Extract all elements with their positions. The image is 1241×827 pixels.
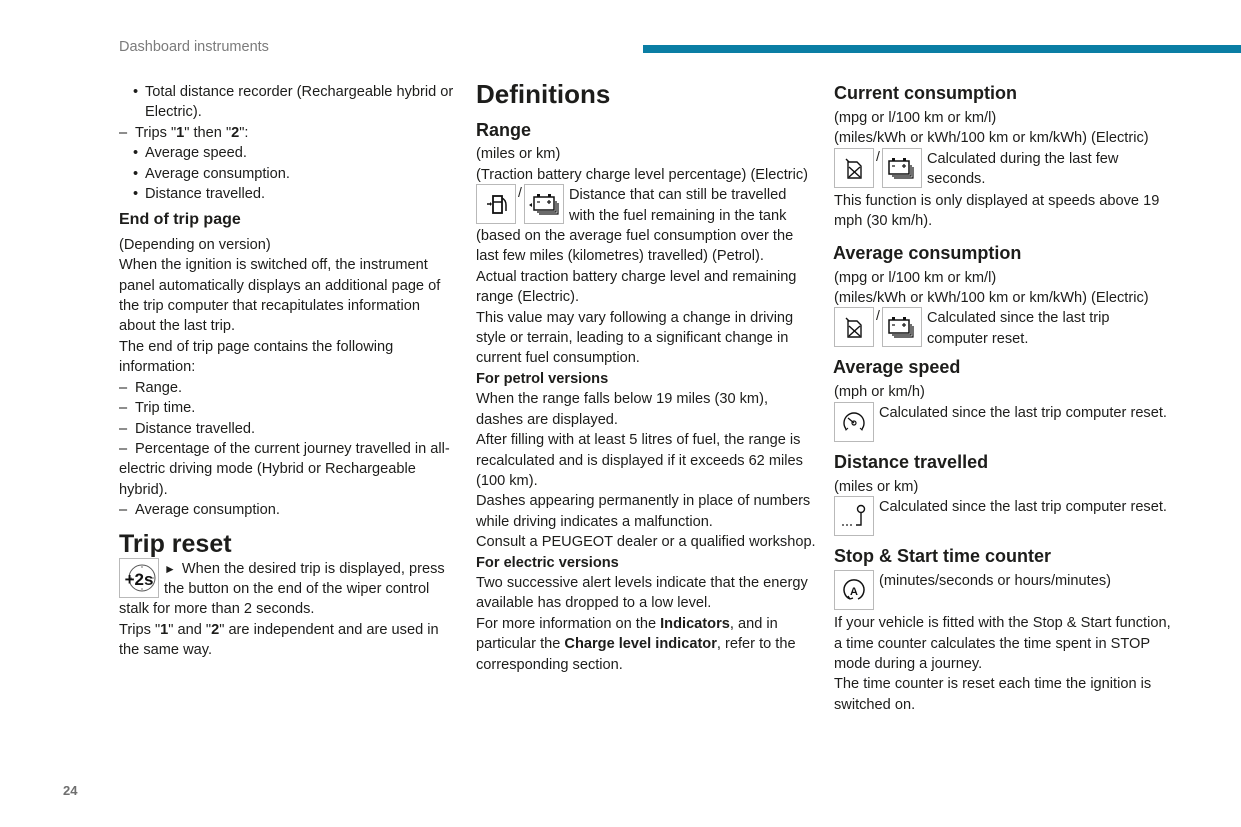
list-item: • Total distance recorder (Rechargeable hybrid or Electric). xyxy=(133,84,454,121)
range-heading: Range xyxy=(476,120,532,140)
list-item: – Percentage of the current journey travelled in all-electric driving mode (Hybrid or Rechargeable hybrid). xyxy=(119,440,450,498)
units: (mpg or l/100 km or km/l) xyxy=(834,110,997,126)
paragraph xyxy=(476,614,816,675)
list-item-text: Distance travelled. xyxy=(145,186,266,203)
list-item-text: Total distance recorder (Rechargeable hybrid or Electric). xyxy=(145,84,454,121)
units-electric: (miles/kWh or kWh/100 km or km/kWh) (Electric) xyxy=(834,290,1149,307)
paragraph: Actual traction battery charge level and remaining range (Electric). xyxy=(476,268,797,306)
text: Trips " xyxy=(119,621,161,638)
average-consumption-heading: Average consumption xyxy=(833,242,1022,263)
distance-travelled-heading: Distance travelled xyxy=(834,451,989,472)
page-number: 24 xyxy=(63,783,78,798)
units: (mpg or l/100 km or km/l) xyxy=(834,269,997,286)
list-item: – Range. xyxy=(119,379,183,396)
section-header-title: Dashboard instruments xyxy=(119,39,269,55)
description-text: Calculated since the last trip computer reset. xyxy=(879,499,1167,516)
distance-travelled-description xyxy=(834,497,1174,539)
text: , and in particular the xyxy=(476,615,778,653)
range-units: (miles or km) xyxy=(476,146,561,163)
paragraph: This function is only displayed at speeds above 19 mph (30 km/h). xyxy=(834,192,1160,230)
text: " are independent and are used in the same way. xyxy=(119,621,439,659)
range-description xyxy=(476,185,816,267)
description-text: Calculated during the last few seconds. xyxy=(927,150,1119,188)
text: " then " xyxy=(184,124,232,141)
list-item-text: Distance travelled. xyxy=(135,420,256,437)
list-item-text: Average consumption. xyxy=(135,502,280,519)
stop-start-heading: Stop & Start time counter xyxy=(834,546,1052,567)
list-item-text: Percentage of the current journey travelled in all-electric driving mode (Hybrid or Rechargeable hybrid). xyxy=(119,440,450,498)
list-item: – Trip time. xyxy=(119,400,196,417)
paragraph: This value may vary following a change in driving style or terrain, leading to a significant change in current fuel consumption. xyxy=(476,309,794,367)
list-item: – Average consumption. xyxy=(119,502,280,519)
paragraph: When the range falls below 19 miles (30 km), dashes are displayed. xyxy=(476,391,769,428)
battery-icon xyxy=(882,307,922,347)
list-item-text: Trip time. xyxy=(135,400,196,417)
column-2 xyxy=(476,79,816,675)
paragraph: If your vehicle is fitted with the Stop & Start function, a time counter calculates the time spent in STOP mode during a journey. xyxy=(834,615,1171,673)
trip-number: 1 xyxy=(176,124,185,141)
list-item: • Distance travelled. xyxy=(133,186,266,203)
text: " and " xyxy=(168,621,212,638)
range-description-text: Distance that can still be travelled with the fuel remaining in the tank (based on the average fuel consumption over the last few miles (kilometres) travelled) (Petrol). xyxy=(476,187,794,265)
paragraph: The end of trip page contains the following information: xyxy=(119,338,394,376)
list-item-text: Range. xyxy=(135,379,183,396)
description-text: Calculated since the last trip computer reset. xyxy=(879,404,1167,421)
definitions-heading: Definitions xyxy=(476,79,611,109)
average-speed-description xyxy=(834,403,1174,445)
electric-versions-heading: For electric versions xyxy=(476,554,619,571)
indicators-reference: Indicators xyxy=(660,615,730,632)
column-1 xyxy=(119,82,459,661)
paragraph: Dashes appearing permanently in place of numbers while driving indicates a malfunction. xyxy=(476,493,811,530)
average-speed-heading: Average speed xyxy=(833,357,961,378)
paragraph: The time counter is reset each time the ignition is switched on. xyxy=(834,676,1152,713)
trip-number: 2 xyxy=(231,124,240,141)
version-note: (Depending on version) xyxy=(119,236,271,253)
current-consumption-heading: Current consumption xyxy=(834,83,1017,103)
press-2-seconds-icon xyxy=(119,558,159,598)
list-item: • Average consumption. xyxy=(133,165,290,182)
column-3 xyxy=(834,82,1174,715)
trips-line: – Trips "1" then "2": xyxy=(119,124,249,141)
range-electric-units: (Traction battery charge level percentage) (Electric) xyxy=(476,166,809,183)
trip-reset-instruction xyxy=(119,559,459,620)
paragraph: After filling with at least 5 litres of fuel, the range is recalculated and is displayed if it exceeds 62 miles (100 km). xyxy=(476,432,803,489)
paragraph: Two successive alert levels indicate that the energy available has dropped to a low level. xyxy=(476,574,808,612)
end-of-trip-heading: End of trip page xyxy=(119,211,241,229)
stop-start-units-row xyxy=(834,571,1174,613)
battery-icon xyxy=(882,148,922,188)
list-item-text: Average speed. xyxy=(145,145,247,162)
paragraph: When the ignition is switched off, the instrument panel automatically displays an additional page of the trip computer that recapitulates information about the last trip. xyxy=(119,257,441,335)
current-consumption-description xyxy=(834,149,1174,191)
units-electric: (miles/kWh or kWh/100 km or km/kWh) (Electric) xyxy=(834,130,1149,147)
header-accent-bar xyxy=(643,45,1241,53)
trip-reset-heading: Trip reset xyxy=(119,529,232,558)
text: ": xyxy=(239,124,249,141)
svg-text:A: A xyxy=(850,586,858,599)
trip-number: 2 xyxy=(211,621,220,638)
list-item: – Distance travelled. xyxy=(119,420,256,437)
trip-number: 1 xyxy=(160,621,169,638)
fuel-pump-icon xyxy=(476,184,516,224)
text: For more information on the xyxy=(476,615,661,632)
text: , refer to the corresponding section. xyxy=(476,636,796,673)
units-text: (minutes/seconds or hours/minutes) xyxy=(879,573,1111,590)
description-text: Calculated since the last trip computer reset. xyxy=(927,310,1110,347)
battery-icon xyxy=(524,184,564,224)
fuel-can-icon xyxy=(834,148,874,188)
speedometer-icon xyxy=(834,402,874,442)
svg-text:+2s: +2s xyxy=(124,569,154,589)
list-item-text: Average consumption. xyxy=(145,165,290,182)
units: (miles or km) xyxy=(834,478,919,495)
instruction-text: When the desired trip is displayed, press the button on the end of the wiper control stalk for more than 2 seconds. xyxy=(119,560,445,618)
icon-separator: / xyxy=(876,147,880,164)
list-item: • Average speed. xyxy=(133,145,247,162)
distance-pin-icon xyxy=(834,496,874,536)
fuel-can-icon xyxy=(834,307,874,347)
trips-note xyxy=(119,620,459,661)
icon-separator: / xyxy=(518,184,522,201)
petrol-versions-heading: For petrol versions xyxy=(476,370,609,387)
average-consumption-description xyxy=(834,308,1174,350)
units: (mph or km/h) xyxy=(834,384,925,401)
icon-separator: / xyxy=(876,307,880,324)
text: Trips " xyxy=(135,124,177,141)
instruction-marker: ► xyxy=(164,561,176,576)
paragraph: Consult a PEUGEOT dealer or a qualified workshop. xyxy=(476,534,816,551)
stop-start-icon xyxy=(834,570,874,610)
charge-level-indicator-reference: Charge level indicator xyxy=(564,636,717,653)
